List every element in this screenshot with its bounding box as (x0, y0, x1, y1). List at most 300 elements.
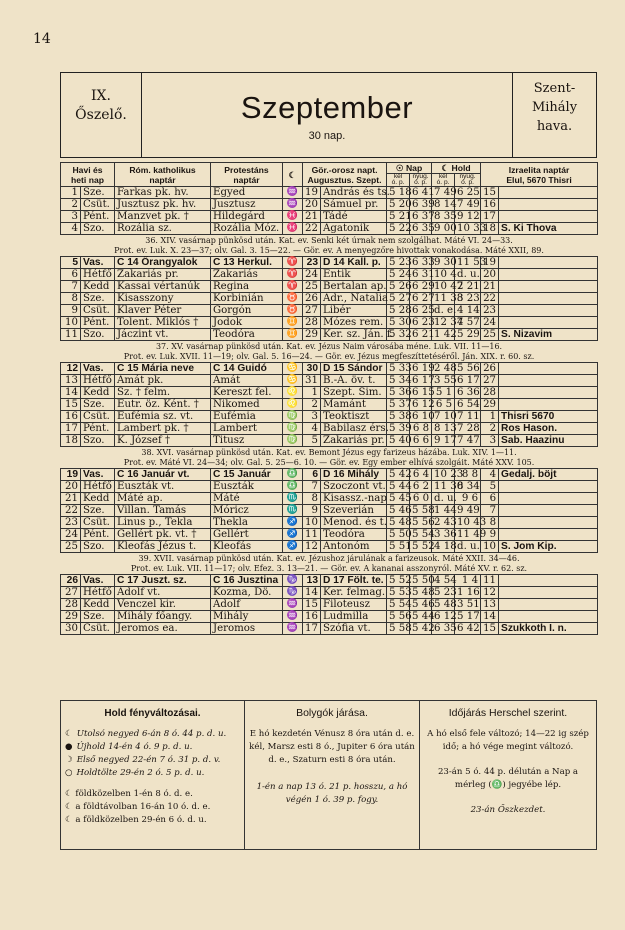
israeli-note: S. Jom Kip. (499, 541, 598, 553)
israeli-day: 24 (481, 317, 499, 329)
israeli-note: Sab. Haazinu (499, 435, 598, 447)
planets-title: Bolygók járása. (296, 707, 368, 719)
sunrise: 5 34 (387, 375, 410, 387)
israeli-note: Thisri 5670 (499, 411, 598, 423)
zodiac-icon: ♋ (283, 363, 303, 375)
sunrise: 5 32 (387, 329, 410, 341)
sunrise: 5 40 (387, 435, 410, 447)
day-number: 6 (61, 269, 81, 281)
table-row (61, 223, 598, 235)
orthodox-day: 2 (303, 399, 321, 411)
orthodox-saint: Ker. felmag. (321, 587, 387, 599)
weekday: Szo. (81, 541, 115, 553)
sunset: 5 50 (410, 575, 432, 587)
moon-distance-item: ☾ a földközelben 29-én 6 ó. d. u. (65, 815, 207, 825)
table-row (61, 211, 598, 223)
protestant-saint: Máté (211, 493, 283, 505)
orthodox-day: 21 (303, 211, 321, 223)
moon-distance-item: ☾ a földtávolban 16-án 10 ó. d. e. (65, 802, 211, 812)
moonrise: d. u. (432, 493, 455, 505)
table-row (61, 329, 598, 341)
planets-note: 1-én a nap 13 ó. 21 p. hosszu, a hó végén 1 ó. 39 p. fogy. (256, 782, 408, 805)
orthodox-day: 12 (303, 541, 321, 553)
zodiac-icon: ♒ (283, 199, 303, 211)
weekday: Csüt. (81, 199, 115, 211)
orthodox-day: 6 (303, 469, 321, 481)
sunset: 5 52 (410, 541, 432, 553)
israeli-day: 22 (481, 293, 499, 305)
catholic-saint: C 15 Mária neve (115, 363, 211, 375)
protestant-saint: Korbinián (211, 293, 283, 305)
day-number: 30 (61, 623, 81, 635)
table-row (61, 423, 598, 435)
protestant-saint: Móricz (211, 505, 283, 517)
protestant-saint: Rozália Móz. (211, 223, 283, 235)
sunrise: 5 44 (387, 481, 410, 493)
catholic-saint: C 14 Őrangyalok (115, 257, 211, 269)
israeli-note: Ros Hason. (499, 423, 598, 435)
gospel-note (61, 447, 598, 469)
moonset: 5 56 (455, 363, 481, 375)
orthodox-saint: András és ts. (321, 187, 387, 199)
day-number: 20 (61, 481, 81, 493)
sunrise: 5 50 (387, 529, 410, 541)
moon-phase-icon: ☾ (65, 729, 73, 739)
moonrise: 11 30 (432, 481, 455, 493)
sunrise: 5 54 (387, 599, 410, 611)
sunset: 5 44 (410, 611, 432, 623)
sunset: 6 10 (410, 411, 432, 423)
moonset: 11 53 (455, 257, 481, 269)
moonrise: 12 37 (432, 317, 455, 329)
moonset: 7 47 (455, 435, 481, 447)
sunset: 6 29 (410, 281, 432, 293)
weather-text-2: 23-án 5 ó. 44 p. délután a Nap a mérleg (♎) jegyébe lép. (437, 767, 579, 790)
moonset: 11 49 (455, 529, 481, 541)
moonset: 7 49 (455, 199, 481, 211)
day-number: 4 (61, 223, 81, 235)
weather-title: Időjárás Herschel szerint. (448, 707, 568, 719)
israeli-day: 12 (481, 587, 499, 599)
orthodox-day: 3 (303, 411, 321, 423)
israeli-note (499, 375, 598, 387)
catholic-saint: Tolent. Miklós † (115, 317, 211, 329)
zodiac-icon: ♎ (283, 469, 303, 481)
moonrise: 9 30 (432, 257, 455, 269)
month-subtitle: 30 nap. (308, 130, 346, 142)
protestant-saint: Nikomed (211, 399, 283, 411)
catholic-saint: Venczel kir. (115, 599, 211, 611)
protestant-saint: Hildegárd (211, 211, 283, 223)
orthodox-saint: D 16 Mihály (321, 469, 387, 481)
table-row (61, 281, 598, 293)
israeli-day: 17 (481, 211, 499, 223)
day-number: 29 (61, 611, 81, 623)
israeli-day: 27 (481, 375, 499, 387)
sunset: 5 48 (410, 587, 432, 599)
sunset: 6 27 (410, 293, 432, 305)
orthodox-saint: D 14 Kall. p. (321, 257, 387, 269)
moonrise: 6 35 (432, 623, 455, 635)
gospel-note-line: Prot. ev. Máté VI. 24—34; olv. Gal. 5. 25—6. 10. — Gör. ev. Egy ember elhívá szolgáit. Máté XXV. 105. (123, 457, 535, 467)
moon-phase-item (65, 767, 240, 780)
israeli-day: 25 (481, 329, 499, 341)
moon-phases-title: Hold fényváltozásai. (104, 708, 201, 719)
day-number: 14 (61, 387, 81, 399)
title-box (142, 72, 512, 158)
moon-distance-item: ☾ földközelben 1-én 8 ó. d. e. (65, 789, 193, 799)
table-row (61, 293, 598, 305)
protestant-saint: C 13 Herkul. (211, 257, 283, 269)
sunrise: 5 20 (387, 199, 410, 211)
orthodox-day: 29 (303, 329, 321, 341)
sunrise: 5 37 (387, 399, 410, 411)
israeli-day: 15 (481, 187, 499, 199)
orthodox-saint: Agatonik (321, 223, 387, 235)
col-protestant: Protestáns naptár (211, 163, 283, 187)
sunset: 5 56 (410, 517, 432, 529)
moonset: 4 57 (455, 317, 481, 329)
day-number: 22 (61, 505, 81, 517)
sunset: 6 12 (410, 399, 432, 411)
weekday: Pént. (81, 529, 115, 541)
gospel-note-line: 36. XIV. vasárnap pünkösd után. Kat. ev. Senki két úrnak nem szolgálhat. Máté VI. 24—33. (145, 235, 513, 245)
moon-phase-item (65, 741, 240, 754)
moonset: 9 6 (455, 493, 481, 505)
moonrise: 2 43 (432, 517, 455, 529)
orthodox-saint: Adr., Natalia (321, 293, 387, 305)
sunset: 6 31 (410, 269, 432, 281)
orthodox-day: 17 (303, 623, 321, 635)
moonrise: 8 13 (432, 423, 455, 435)
orthodox-saint: D 17 Fölt. te. (321, 575, 387, 587)
israeli-note (499, 587, 598, 599)
sunset: 6 8 (410, 423, 432, 435)
col-catholic: Róm. katholikus naptár (115, 163, 211, 187)
orthodox-day: 20 (303, 199, 321, 211)
israeli-note (499, 363, 598, 375)
sub-sunrise: kél ó. p. (387, 174, 410, 187)
orthodox-saint: Szófia vt. (321, 623, 387, 635)
moon-phase-icon: ○ (65, 768, 73, 778)
orthodox-saint: Filoteusz (321, 599, 387, 611)
catholic-saint: K. József † (115, 435, 211, 447)
zodiac-icon: ♉ (283, 305, 303, 317)
col-day: Havi és heti nap (61, 163, 115, 187)
israeli-day: 20 (481, 269, 499, 281)
bottom-info-panel (60, 700, 597, 850)
col-moon: ☾ Hold (432, 163, 481, 174)
israeli-note (499, 387, 598, 399)
protestant-saint: Teodóra (211, 329, 283, 341)
catholic-saint: Euszták vt. (115, 481, 211, 493)
moonset: 10 33 (455, 223, 481, 235)
catholic-saint: Jáczint vt. (115, 329, 211, 341)
moon-phase-icon: ● (65, 742, 73, 752)
table-row (61, 257, 598, 269)
catholic-saint: Linus p., Tekla (115, 517, 211, 529)
zodiac-icon: ♐ (283, 541, 303, 553)
zodiac-icon: ♈ (283, 269, 303, 281)
moonrise: 7 49 (432, 187, 455, 199)
sunrise: 5 36 (387, 387, 410, 399)
weekday: Kedd (81, 281, 115, 293)
moonrise: 1 42 (432, 329, 455, 341)
sunset: 6 39 (410, 199, 432, 211)
zodiac-icon: ♊ (283, 329, 303, 341)
sunrise: 5 18 (387, 187, 410, 199)
moonrise: 11 38 (432, 293, 455, 305)
weekday: Csüt. (81, 517, 115, 529)
israeli-day: 29 (481, 399, 499, 411)
gospel-note-line: Prot. ev. Luk. XVII. 11—19; olv. Gal. 5. 16—24. — Gör. ev. Jézus megfeszíttetéséről. Ján. XIX. r. 60. sz. (123, 351, 535, 361)
gospel-note-row (61, 341, 598, 363)
moon-phase-text: Utolsó negyed 6-án 8 ó. 44 p. d. u. (76, 729, 227, 739)
zodiac-icon: ♏ (283, 493, 303, 505)
moon-phase-item (65, 728, 240, 741)
orthodox-saint: Mózes rem. (321, 317, 387, 329)
zodiac-icon: ♓ (283, 223, 303, 235)
zodiac-icon: ♓ (283, 211, 303, 223)
gospel-note-row (61, 235, 598, 257)
israeli-note (499, 293, 598, 305)
weekday: Sze. (81, 505, 115, 517)
israeli-day: 5 (481, 481, 499, 493)
zodiac-icon: ♑ (283, 575, 303, 587)
orthodox-saint: Zakariás pr. (321, 435, 387, 447)
zodiac-icon: ♍ (283, 411, 303, 423)
table-row (61, 199, 598, 211)
orthodox-day: 28 (303, 317, 321, 329)
sunrise: 5 33 (387, 363, 410, 375)
zodiac-icon: ♒ (283, 187, 303, 199)
catholic-saint: Lambert pk. † (115, 423, 211, 435)
orthodox-saint: D 15 Sándor (321, 363, 387, 375)
weekday: Csüt. (81, 623, 115, 635)
israeli-note (499, 211, 598, 223)
column-header-row (61, 163, 598, 174)
orthodox-day: 5 (303, 435, 321, 447)
table-row (61, 611, 598, 623)
orthodox-saint: Menod. és t. (321, 517, 387, 529)
israeli-day: 28 (481, 387, 499, 399)
protestant-saint: C 16 Jusztina (211, 575, 283, 587)
orthodox-day: 15 (303, 599, 321, 611)
israeli-day: 3 (481, 435, 499, 447)
israeli-day: 8 (481, 517, 499, 529)
weekday: Sze. (81, 611, 115, 623)
sunrise: 5 51 (387, 541, 410, 553)
israeli-day: 18 (481, 223, 499, 235)
day-number: 19 (61, 469, 81, 481)
day-number: 27 (61, 587, 81, 599)
table-row (61, 623, 598, 635)
protestant-saint: Lambert (211, 423, 283, 435)
orthodox-day: 7 (303, 481, 321, 493)
sunrise: 5 56 (387, 611, 410, 623)
day-number: 18 (61, 435, 81, 447)
israeli-day: 9 (481, 529, 499, 541)
planets-section (245, 701, 420, 849)
day-number: 21 (61, 493, 81, 505)
moonrise: 8 14 (432, 199, 455, 211)
day-number: 2 (61, 199, 81, 211)
day-number: 5 (61, 257, 81, 269)
catholic-saint: Sz. † felm. (115, 387, 211, 399)
sunset: 6 37 (410, 211, 432, 223)
israeli-day: 4 (481, 469, 499, 481)
israeli-note (499, 505, 598, 517)
orthodox-day: 26 (303, 293, 321, 305)
zodiac-icon: ♊ (283, 317, 303, 329)
israeli-note (499, 611, 598, 623)
protestant-saint: Kleofás (211, 541, 283, 553)
orthodox-saint: Kisassz.-nap (321, 493, 387, 505)
page-number: 14 (33, 31, 51, 47)
protestant-saint: C 14 Guidó (211, 363, 283, 375)
weekday: Sze. (81, 293, 115, 305)
table-row (61, 435, 598, 447)
orthodox-saint: Mamánt (321, 399, 387, 411)
sunrise: 5 21 (387, 211, 410, 223)
israeli-day: 19 (481, 257, 499, 269)
moonset: 9 12 (455, 211, 481, 223)
zodiac-icon: ♒ (283, 623, 303, 635)
weekday: Hétfő (81, 587, 115, 599)
moonrise: 10 4 (432, 269, 455, 281)
israeli-day: 13 (481, 599, 499, 611)
sunrise: 5 24 (387, 269, 410, 281)
sub-sunset: nyug. ó. p. (410, 174, 432, 187)
moonrise: 2 48 (432, 363, 455, 375)
gospel-note-line: Prot. ev. Luk. VII. 11—17; olv. Efez. 3. 13—21. — Gör. ev. A kananai asszonyról. Máté XV. r. 62. sz. (130, 563, 528, 573)
moonrise: 5 1 (432, 387, 455, 399)
israeli-day: 15 (481, 623, 499, 635)
protestant-saint: Kereszt fel. (211, 387, 283, 399)
catholic-saint: C 17 Juszt. sz. (115, 575, 211, 587)
orthodox-saint: Teodóra (321, 529, 387, 541)
month-roman: IX. (91, 88, 111, 104)
israeli-day: 10 (481, 541, 499, 553)
protestant-saint: Jodok (211, 317, 283, 329)
sunset: 5 54 (410, 529, 432, 541)
israeli-note (499, 599, 598, 611)
gospel-note-row (61, 447, 598, 469)
zodiac-icon: ♌ (283, 399, 303, 411)
moonset: 2 21 (455, 281, 481, 293)
catholic-saint: Gellért pk. vt. † (115, 529, 211, 541)
weather-note: 23-án Őszkezdet. (470, 805, 546, 815)
moonset: 6 17 (455, 375, 481, 387)
protestant-saint: Eufémia (211, 411, 283, 423)
day-number: 9 (61, 305, 81, 317)
day-number: 23 (61, 517, 81, 529)
table-row (61, 363, 598, 375)
protestant-saint: Gorgón (211, 305, 283, 317)
sunset: 6 33 (410, 257, 432, 269)
sunset: 6 4 (410, 469, 432, 481)
sub-moonset: nyug. ó. p. (455, 174, 481, 187)
israeli-note (499, 493, 598, 505)
catholic-saint: Amát pk. (115, 375, 211, 387)
moonset: 1 16 (455, 587, 481, 599)
sunset: 5 42 (410, 623, 432, 635)
sunrise: 5 38 (387, 411, 410, 423)
table-row (61, 505, 598, 517)
moon-phase-text: Első negyed 22-én 7 ó. 31 p. d. v. (76, 755, 221, 765)
weekday: Szo. (81, 329, 115, 341)
israeli-note (499, 575, 598, 587)
table-row (61, 587, 598, 599)
catholic-saint: Eufémia sz. vt. (115, 411, 211, 423)
israeli-note: S. Nizavim (499, 329, 598, 341)
sunset: 5 58 (410, 505, 432, 517)
protestant-saint: Euszták (211, 481, 283, 493)
israeli-note (499, 199, 598, 211)
moonset: d. u. (455, 269, 481, 281)
table-row (61, 469, 598, 481)
protestant-saint: Kozma, Dö. (211, 587, 283, 599)
weekday: Vas. (81, 363, 115, 375)
gospel-note-line: Prot. ev. Luk. X. 23—37; olv. Gal. 3. 15—22. — Gör. ev. A menyegzőre hivottak vonakodása. Máté XXII, 89. (114, 245, 544, 255)
table-row (61, 599, 598, 611)
weekday: Pént. (81, 211, 115, 223)
orthodox-saint: Teoktiszt (321, 411, 387, 423)
moonset: 6 42 (455, 623, 481, 635)
zodiac-icon: ♋ (283, 375, 303, 387)
protestant-saint: Gellért (211, 529, 283, 541)
orthodox-day: 19 (303, 187, 321, 199)
zodiac-icon: ♐ (283, 529, 303, 541)
table-row (61, 269, 598, 281)
moon-phase-text: Holdtölte 29-én 2 ó. 5 p. d. u. (76, 768, 205, 778)
weather-section (420, 701, 596, 849)
moonrise: 6 5 (432, 399, 455, 411)
zodiac-icon: ♌ (283, 387, 303, 399)
weekday: Vas. (81, 257, 115, 269)
sunrise: 5 39 (387, 423, 410, 435)
table-row (61, 529, 598, 541)
moonrise: d. e. (432, 305, 455, 317)
old-name-3: hava. (536, 119, 573, 134)
old-name-1: Szent- (533, 81, 576, 96)
moonset: 6 25 (455, 187, 481, 199)
protestant-saint: Amát (211, 375, 283, 387)
zodiac-icon: ♎ (283, 481, 303, 493)
zodiac-icon: ♒ (283, 599, 303, 611)
weekday: Pént. (81, 423, 115, 435)
weekday: Kedd (81, 599, 115, 611)
weekday: Vas. (81, 469, 115, 481)
moonset: 9 49 (455, 505, 481, 517)
table-row (61, 375, 598, 387)
day-number: 28 (61, 599, 81, 611)
sunrise: 5 27 (387, 293, 410, 305)
sunset: 5 46 (410, 599, 432, 611)
moonset: 1 4 (455, 575, 481, 587)
catholic-saint: Farkas pk. hv. (115, 187, 211, 199)
orthodox-saint: Szoczont vt. (321, 481, 387, 493)
orthodox-day: 14 (303, 587, 321, 599)
israeli-day: 21 (481, 281, 499, 293)
protestant-saint: Jeromos (211, 623, 283, 635)
zodiac-icon: ♍ (283, 435, 303, 447)
gospel-note-line: 38. XVI. vasárnap pünkösd után. Kat. ev. Bemont Jézus egy farizeus házába. Luk. XIV. 1—11. (141, 447, 517, 457)
moonset: 3 51 (455, 599, 481, 611)
sunset: 6 19 (410, 363, 432, 375)
protestant-saint: Titusz (211, 435, 283, 447)
weekday: Sze. (81, 187, 115, 199)
